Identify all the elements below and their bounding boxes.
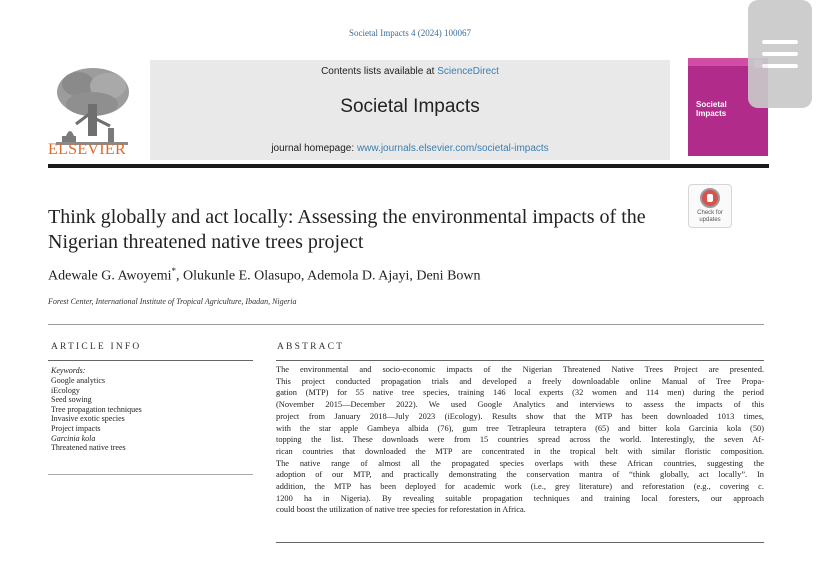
abstract-line: (November 2015—December 2022). We used Google Analytics and interviews to assess the impacts of this: [276, 400, 764, 410]
keyword-list: [51, 376, 142, 453]
keyword[interactable]: Project impacts: [51, 423, 101, 433]
abstract-line: The native range of almost all the propagated species overlaps with these African countries, suggesting the: [276, 458, 764, 468]
sciencedirect-link[interactable]: ScienceDirect: [437, 66, 499, 77]
abstract-line: could boost the utilization of native tree species for reforestation in Africa.: [276, 505, 526, 515]
check-for-updates-icon: [700, 188, 720, 208]
keywords-label: Keywords:: [51, 366, 86, 375]
header-rule: [48, 164, 769, 168]
abstract-line: adoption of our MTP, and practically demonstrating the conservation mantra of “think globally, act locally”. In: [276, 470, 764, 480]
menu-icon-bar-middle: [762, 52, 798, 56]
author-name[interactable]: Deni Bown: [416, 268, 481, 284]
keyword[interactable]: Invasive exotic species: [51, 414, 125, 424]
abstract-heading: ABSTRACT: [277, 342, 345, 352]
abstract-line: This project conducted propagation trials and developed a freely downloadable online Manual of Tree Propa-: [276, 376, 764, 386]
keyword[interactable]: Tree propagation techniques: [51, 404, 142, 414]
check-for-updates-label: Check for updates: [697, 210, 723, 223]
abstract-line: The environmental and socio-economic impacts of the Nigerian Threatened Native Trees Project are presented.: [276, 365, 764, 374]
check-for-updates-button[interactable]: [688, 184, 732, 228]
keyword[interactable]: iEcology: [51, 385, 80, 395]
author-affiliation: Forest Center, International Institute of Tropical Agriculture, Ibadan, Nigeria: [48, 297, 297, 306]
abstract-end-rule: [276, 542, 764, 543]
author-list: Adewale G. Awoyemi*, Olukunle E. Olasupo, Ademola D. Ajayi, Deni Bown: [48, 266, 481, 284]
publisher-name: ELSEVIER: [48, 141, 126, 158]
menu-icon-bar-top: [762, 40, 798, 44]
contents-prefix: Contents lists available at: [321, 66, 438, 77]
homepage-link[interactable]: www.journals.elsevier.com/societal-impacts: [356, 143, 549, 154]
abstract-line: project from January 2018—July 2023 (iEcology). Results show that the MTP has been downloaded 1013 times,: [276, 411, 764, 421]
journal-citation[interactable]: Societal Impacts 4 (2024) 100067: [349, 28, 471, 38]
author-name[interactable]: Adewale G. Awoyemi: [48, 268, 172, 284]
abstract-line: topping the list. These downloads were from 15 countries spread across the world. Interestingly, the seven Af-: [276, 435, 764, 445]
author-name[interactable]: Olukunle E. Olasupo: [183, 268, 301, 284]
abstract-line: rican countries that downloaded the MTP are concentrated in the tropical belt with similar floristic composition.: [276, 446, 764, 456]
section-divider: [48, 324, 764, 325]
cover-title-line1: Societal: [696, 100, 727, 109]
author-name[interactable]: Ademola D. Ajayi: [307, 268, 410, 284]
abstract-text: [276, 364, 764, 516]
cover-title: [696, 100, 756, 118]
keywords-end-rule: [48, 474, 253, 475]
abstract-line: 1200 ha in Nigeria). By revealing suitable propagation techniques and training local foresters, our approach: [276, 493, 764, 503]
keyword[interactable]: Google analytics: [51, 376, 105, 385]
menu-button[interactable]: [748, 0, 812, 108]
article-info-heading: ARTICLE INFO: [51, 342, 142, 352]
homepage-label: journal homepage:: [271, 143, 357, 154]
journal-homepage: [150, 143, 670, 154]
cover-title-line2: Impacts: [696, 109, 727, 118]
abstract-line: with the star apple Gambeya albida (76), gum tree Tetrapleura tetraptera (65) and bitter kola Garcinia kola (50): [276, 423, 764, 433]
corresponding-author-mark[interactable]: *: [171, 266, 177, 276]
abstract-line: addition, the MTP has been deployed for academic work (i.e., grey literature) and reforestation (e.g., covering c.: [276, 482, 764, 492]
journal-name: Societal Impacts: [340, 96, 480, 117]
abstract-rule: [276, 360, 764, 361]
menu-icon-bar-bottom: [762, 64, 798, 68]
keyword[interactable]: Threatened native trees: [51, 443, 126, 453]
keyword[interactable]: Garcinia kola: [51, 433, 96, 443]
keyword[interactable]: Seed sowing: [51, 395, 92, 405]
article-info-rule: [48, 360, 253, 361]
abstract-line: gation (MTP) for 55 native tree species, training 146 local experts (32 women and 114 men) during the period: [276, 388, 764, 398]
article-title: Think globally and act locally: Assessing the environmental impacts of the Nigerian threatened native trees project: [48, 206, 646, 253]
contents-line: [150, 66, 670, 77]
